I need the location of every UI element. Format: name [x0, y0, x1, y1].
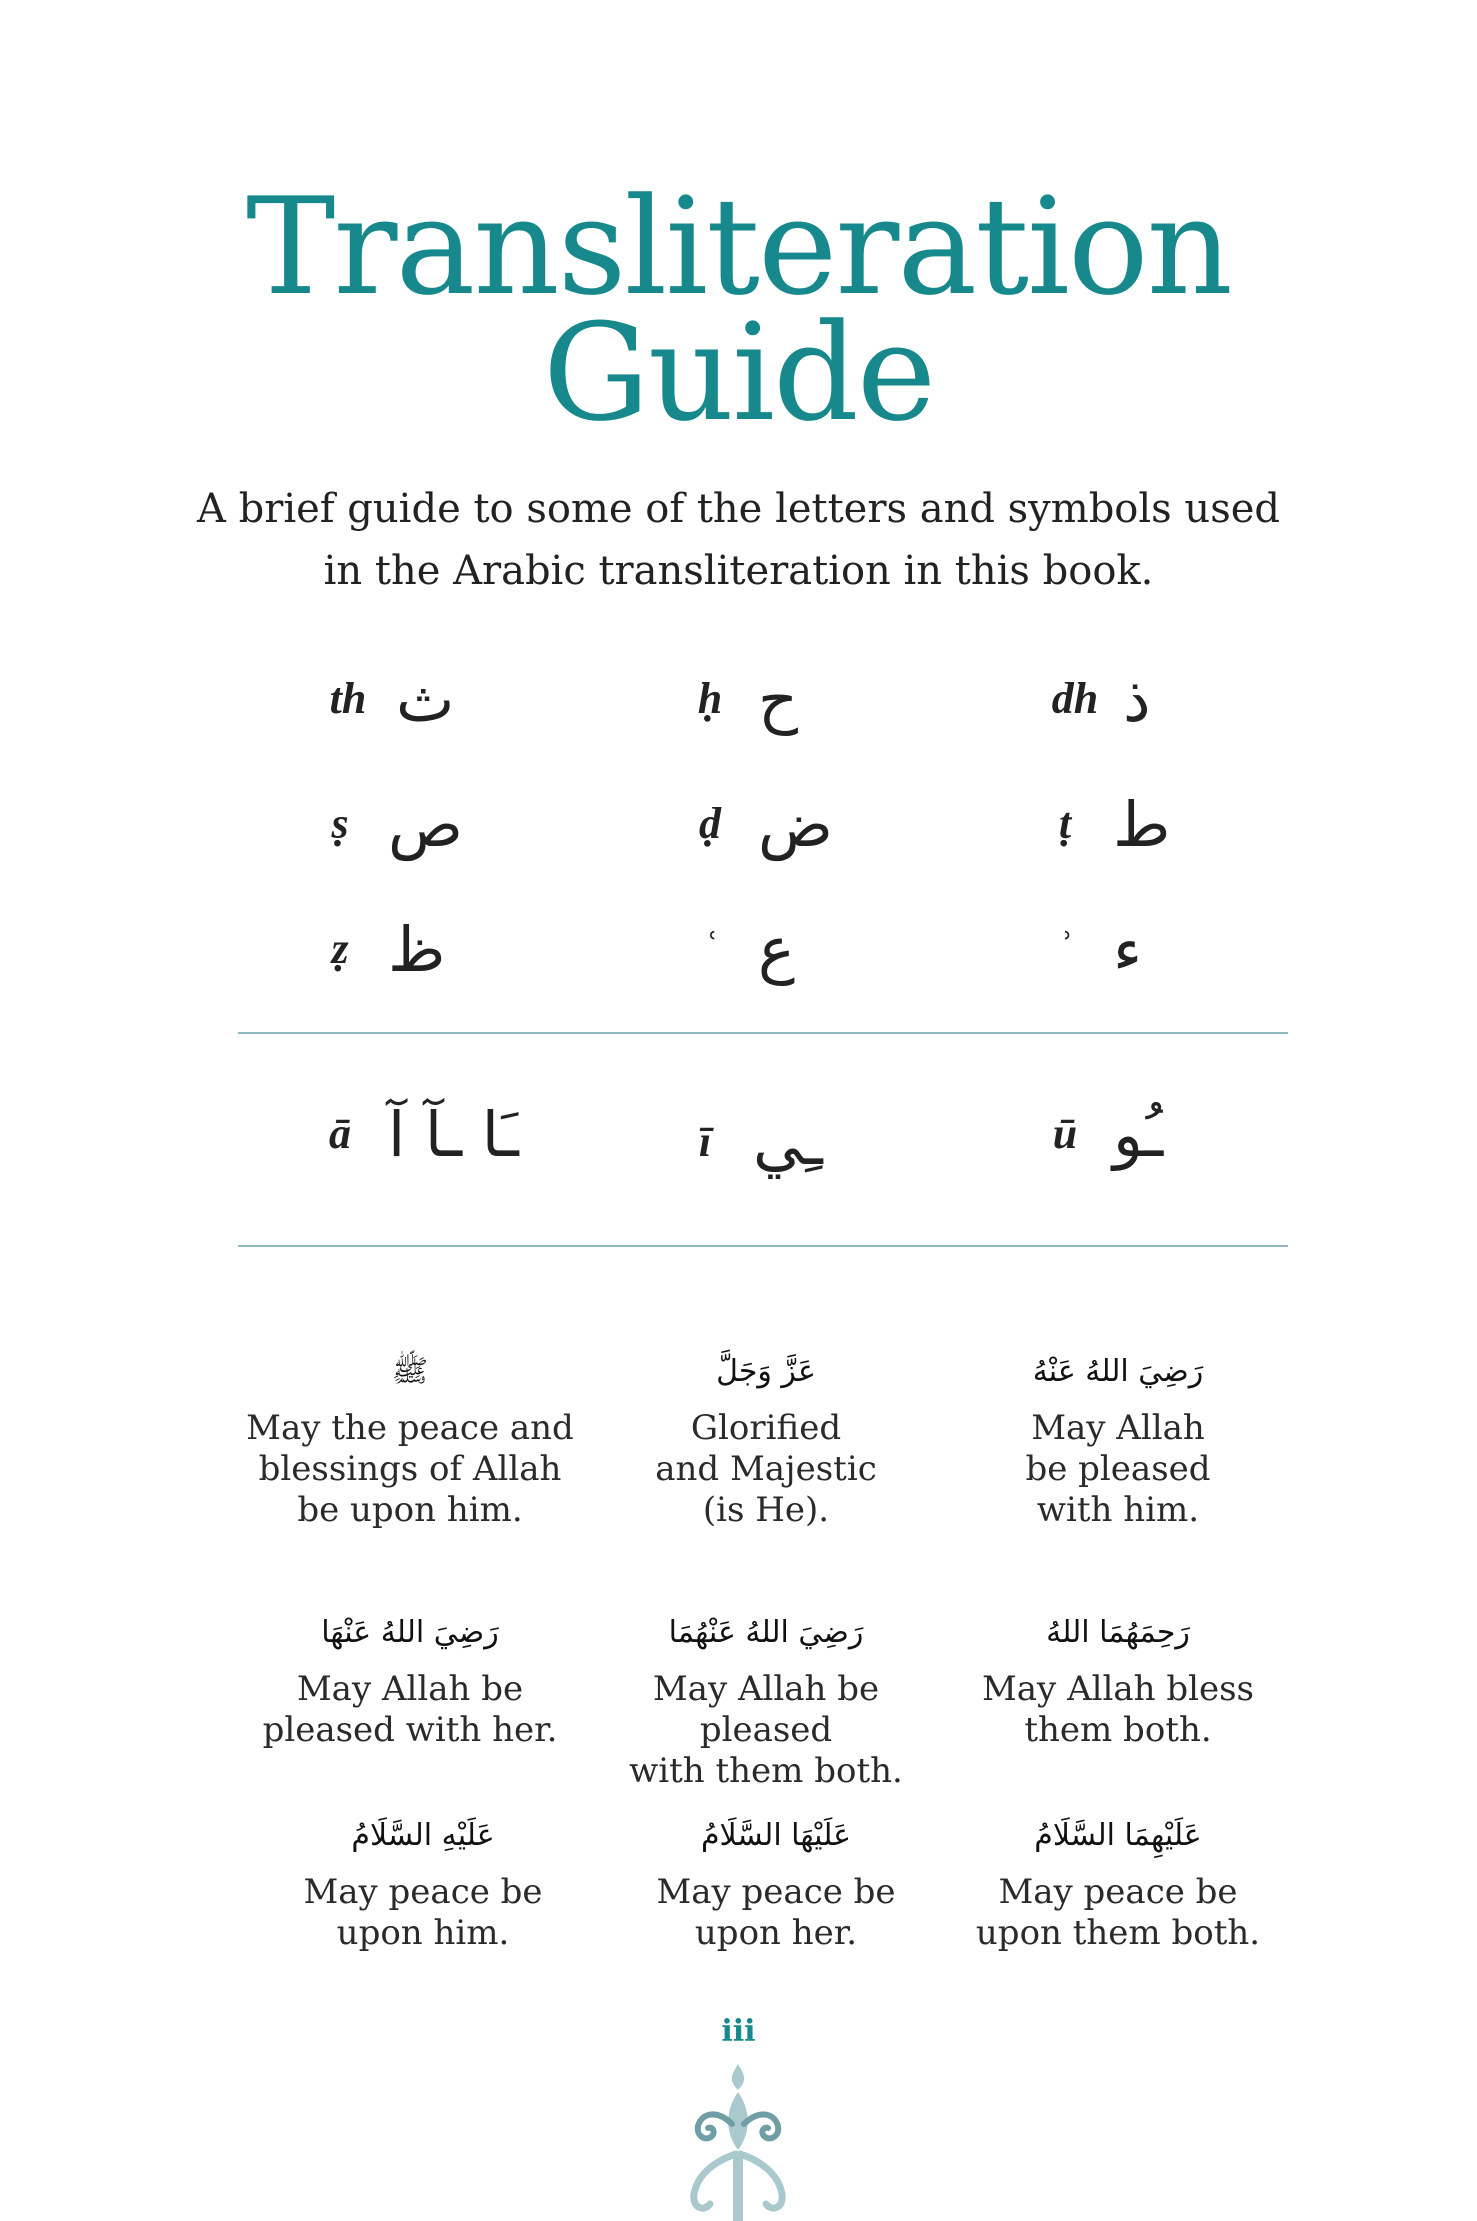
- meaning-line: (is He).: [702, 1490, 830, 1530]
- honorific-calligraphy: رَضِيَ اللهُ عَنْهَا: [321, 1615, 499, 1650]
- meaning-line: upon her.: [694, 1913, 858, 1953]
- latin-letter: dh: [1051, 674, 1099, 723]
- subtitle-line-1: A brief guide to some of the letters and symbols used: [196, 486, 1280, 532]
- honorific-meaning: [948, 1872, 1288, 1954]
- ornament-lower-left: [694, 2154, 736, 2208]
- fleuron-ornament-icon: [688, 2062, 788, 2221]
- honorific-calligraphy: ﷺ: [391, 1354, 429, 1389]
- meaning-line: Glorified: [690, 1408, 842, 1448]
- meaning-line: them both.: [1024, 1710, 1212, 1750]
- arabic-letter: ظ: [388, 913, 446, 986]
- meaning-line: May Allah be: [296, 1669, 524, 1709]
- arabic-letter: ع: [758, 913, 795, 986]
- arabic-letter: ص: [388, 788, 463, 861]
- arabic-letter: ط: [1113, 788, 1171, 861]
- arabic-vowel: ـُو: [1113, 1098, 1164, 1171]
- latin-letter: ṣ: [331, 799, 349, 848]
- page-number: iii: [721, 2014, 756, 2049]
- arabic-letter: ض: [758, 788, 833, 861]
- meaning-line: be pleased: [1025, 1449, 1211, 1489]
- arabic-vowel: ـَا ـآ آ: [388, 1098, 519, 1171]
- honorific-meaning: [948, 1408, 1288, 1531]
- meaning-line: and Majestic: [655, 1449, 877, 1489]
- latin-letter: ṭ: [1058, 799, 1072, 848]
- honorific-meaning: [948, 1669, 1288, 1751]
- meaning-line: with him.: [1036, 1490, 1200, 1530]
- divider-bottom: [238, 1245, 1288, 1247]
- honorific-alayhi-salam: [253, 1800, 593, 1954]
- meaning-line: May Allah: [1031, 1408, 1205, 1448]
- honorific-radiallahu-anhu: [948, 1336, 1288, 1531]
- latin-vowel: ū: [1052, 1109, 1078, 1158]
- honorific-radiallahu-anha: [240, 1597, 580, 1751]
- honorific-calligraphy: عَلَيْهِ السَّلَامُ: [351, 1818, 495, 1853]
- honorific-calligraphy: عَزَّ وَجَلَّ: [716, 1354, 816, 1389]
- arabic-letter: ث: [396, 663, 455, 736]
- honorific-meaning: [253, 1872, 593, 1954]
- meaning-line: May peace be: [998, 1872, 1238, 1912]
- latin-letter: ḍ: [699, 799, 721, 848]
- title-line-2: Guide: [542, 295, 935, 451]
- honorific-meaning: [596, 1408, 936, 1531]
- honorific-alayhima-salam: [948, 1800, 1288, 1954]
- honorific-meaning: [240, 1669, 580, 1751]
- honorific-radiallahu-anhuma: [586, 1597, 946, 1792]
- honorific-alayha-salam: [606, 1800, 946, 1954]
- honorific-calligraphy: عَلَيْهِمَا السَّلَامُ: [1034, 1818, 1202, 1853]
- latin-letter: ʿ: [702, 924, 718, 973]
- meaning-line: May the peace and: [246, 1408, 574, 1448]
- meaning-line: be upon him.: [297, 1490, 523, 1530]
- latin-letter: ʾ: [1057, 924, 1073, 973]
- latin-letter: th: [329, 674, 367, 723]
- honorific-calligraphy: رَضِيَ اللهُ عَنْهُمَا: [668, 1615, 864, 1650]
- latin-vowel: ī: [698, 1117, 712, 1166]
- subtitle: [0, 478, 1477, 602]
- meaning-line: upon them both.: [975, 1913, 1261, 1953]
- honorific-calligraphy: رَحِمَهُمَا اللهُ: [1046, 1615, 1190, 1650]
- meaning-line: blessings of Allah: [258, 1449, 562, 1489]
- meaning-line: pleased with her.: [262, 1710, 558, 1750]
- divider-top: [238, 1032, 1288, 1034]
- honorific-rahimahuma: [948, 1597, 1288, 1751]
- honorific-meaning: [586, 1669, 946, 1792]
- meaning-line: with them both.: [629, 1751, 903, 1791]
- title-line-1: Transliteration: [246, 169, 1231, 325]
- ornament-right-curl: [744, 2114, 778, 2138]
- ornament-lower-right: [740, 2154, 782, 2208]
- honorific-salla-allahu: [240, 1336, 580, 1531]
- honorific-meaning: [606, 1872, 946, 1954]
- subtitle-line-2: in the Arabic transliteration in this book.: [323, 548, 1154, 594]
- honorific-calligraphy: عَلَيْهَا السَّلَامُ: [700, 1818, 852, 1853]
- arabic-letter: ح: [758, 663, 799, 736]
- meaning-line: May Allah be pleased: [652, 1669, 880, 1750]
- latin-letter: ẓ: [331, 924, 349, 973]
- arabic-letter: ذ: [1123, 663, 1151, 736]
- honorific-calligraphy: رَضِيَ اللهُ عَنْهُ: [1032, 1354, 1204, 1389]
- meaning-line: May peace be: [303, 1872, 543, 1912]
- ornament-top-bud: [732, 2064, 744, 2090]
- arabic-letter: ء: [1113, 913, 1143, 986]
- latin-letter: ḥ: [697, 674, 723, 723]
- honorific-meaning: [240, 1408, 580, 1531]
- ornament-left-curl: [698, 2114, 732, 2138]
- meaning-line: May Allah bless: [981, 1669, 1255, 1709]
- meaning-line: May peace be: [656, 1872, 896, 1912]
- latin-vowel: ā: [329, 1109, 351, 1158]
- honorific-azza-wajal: [596, 1336, 936, 1531]
- arabic-vowel: ـِي: [753, 1106, 823, 1179]
- meaning-line: upon him.: [336, 1913, 510, 1953]
